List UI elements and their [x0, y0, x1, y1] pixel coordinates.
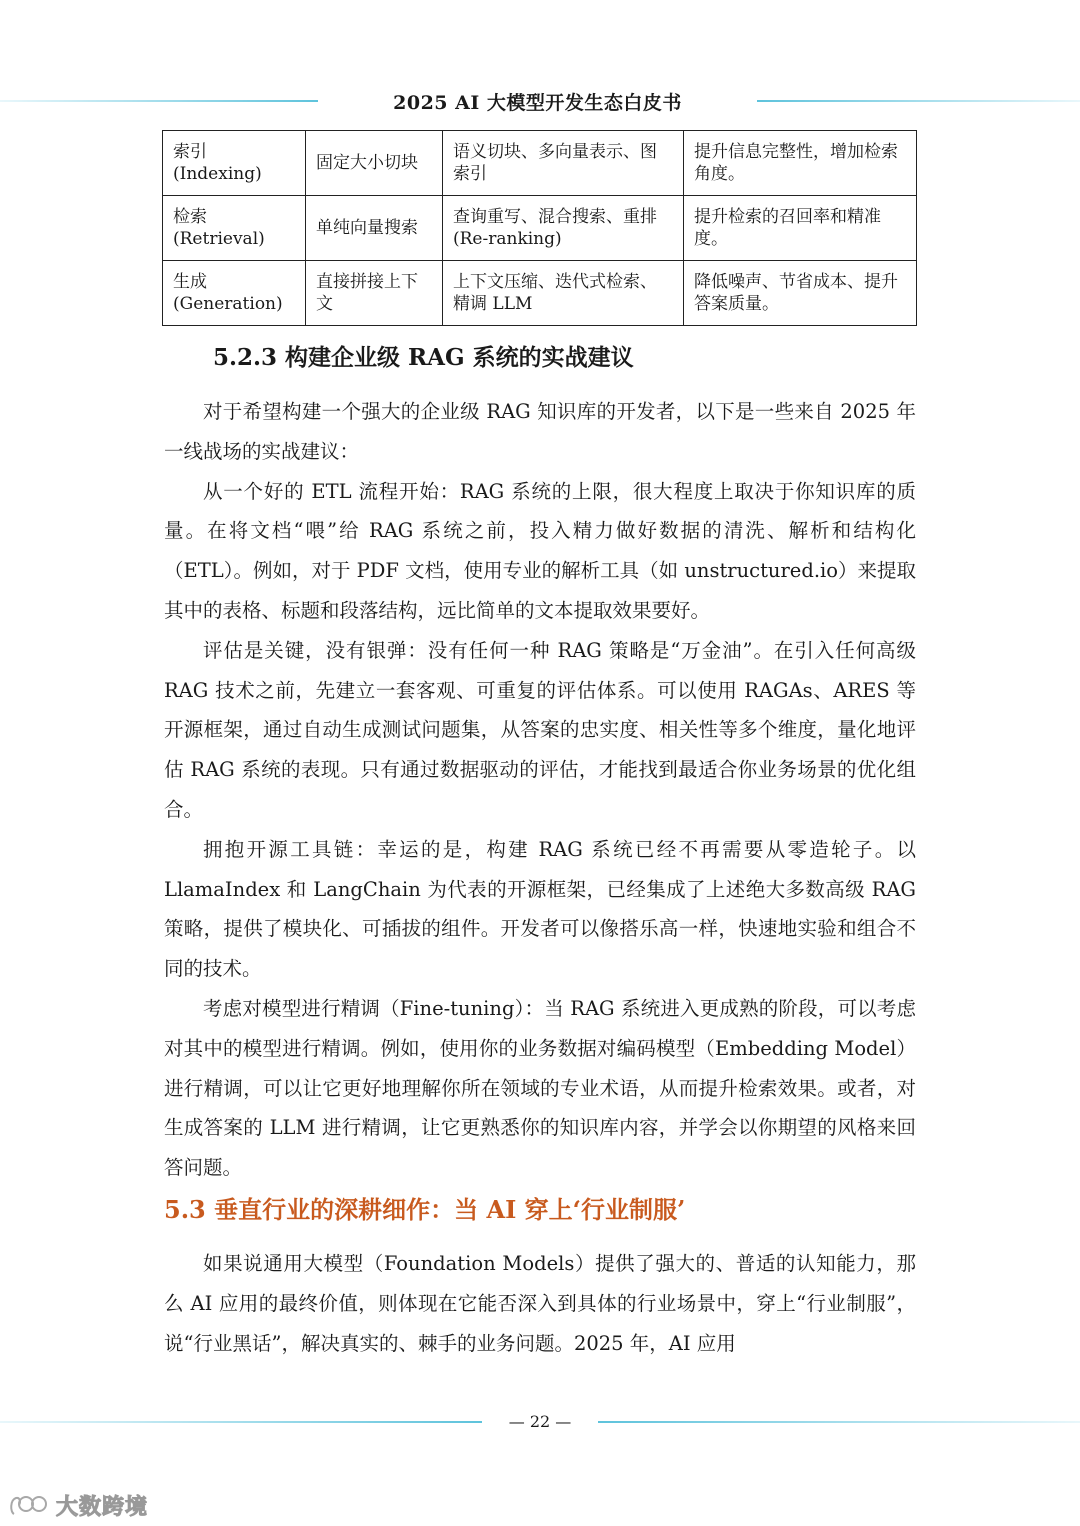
table-row — [163, 261, 917, 326]
section-heading-5-3: 5.3 垂直行业的深耕细作：当 AI 穿上‘行业制服’ — [164, 1195, 686, 1224]
header-rule-left — [0, 100, 318, 102]
table-cell-stage: 生成 (Generation) — [163, 261, 306, 326]
page-number: — 22 — — [508, 1412, 572, 1431]
table-cell-effect: 提升检索的召回率和精准度。 — [684, 196, 917, 261]
watermark-text: 大数跨境 — [56, 1494, 149, 1520]
watermark — [8, 1488, 148, 1522]
section-5-2-3-body — [164, 392, 916, 1188]
table-row — [163, 196, 917, 261]
section-5-3-body — [164, 1244, 916, 1363]
section-heading-5-2-3: 5.2.3 构建企业级 RAG 系统的实战建议 — [213, 344, 634, 371]
page-header-title: 2025 AI 大模型开发生态白皮书 — [393, 92, 682, 114]
header-rule-right — [757, 100, 1080, 102]
table-cell-basic: 单纯向量搜索 — [306, 196, 443, 261]
footer-rule-left — [0, 1421, 482, 1423]
table-cell-effect: 提升信息完整性，增加检索角度。 — [684, 131, 917, 196]
table-cell-advanced: 语义切块、多向量表示、图索引 — [443, 131, 684, 196]
watermark-logo-icon — [8, 1490, 50, 1520]
table-cell-advanced: 上下文压缩、迭代式检索、精调 LLM — [443, 261, 684, 326]
rag-comparison-table — [162, 130, 917, 326]
table-cell-advanced: 查询重写、混合搜索、重排 (Re-ranking) — [443, 196, 684, 261]
paragraph: 拥抱开源工具链：幸运的是，构建 RAG 系统已经不再需要从零造轮子。以 LlamaIndex 和 LangChain 为代表的开源框架，已经集成了上述绝大多数高级 RAG 策略，提供了模块化、可插拔的组件。开发者可以像搭乐高一样，快速地实验和组合不同的技术。 — [164, 837, 916, 981]
footer-rule-right — [598, 1421, 1080, 1423]
paragraph: 对于希望构建一个强大的企业级 RAG 知识库的开发者，以下是一些来自 2025 年一线战场的实战建议： — [164, 400, 916, 463]
table-cell-basic: 直接拼接上下文 — [306, 261, 443, 326]
paragraph: 评估是关键，没有银弹：没有任何一种 RAG 策略是“万金油”。在引入任何高级 RAG 技术之前，先建立一套客观、可重复的评估体系。可以使用 RAGAs、ARES 等开源框架，通过自动生成测试问题集，从答案的忠实度、相关性等多个维度，量化地评估 RAG 系统的表现。只有通过数据驱动的评估，才能找到最适合你业务场景的优化组合。 — [164, 638, 916, 821]
paragraph: 从一个好的 ETL 流程开始：RAG 系统的上限，很大程度上取决于你知识库的质量。在将文档“喂”给 RAG 系统之前，投入精力做好数据的清洗、解析和结构化（ETL）。例如，对于 PDF 文档，使用专业的解析工具（如 unstructured.io）来提取其中的表格、标题和段落结构，远比简单的文本提取效果要好。 — [164, 479, 916, 622]
table-cell-basic: 固定大小切块 — [306, 131, 443, 196]
table-cell-stage: 检索 (Retrieval) — [163, 196, 306, 261]
table-cell-effect: 降低噪声、节省成本、提升答案质量。 — [684, 261, 917, 326]
paragraph: 如果说通用大模型（Foundation Models）提供了强大的、普适的认知能力，那么 AI 应用的最终价值，则体现在它能否深入到具体的行业场景中，穿上“行业制服”，说“行业黑话”，解决真实的、棘手的业务问题。2025 年，AI 应用 — [164, 1252, 916, 1355]
table-row — [163, 131, 917, 196]
table-cell-stage: 索引 (Indexing) — [163, 131, 306, 196]
paragraph: 考虑对模型进行精调（Fine-tuning）：当 RAG 系统进入更成熟的阶段，可以考虑对其中的模型进行精调。例如，使用你的业务数据对编码模型（Embedding Model）进行精调，可以让它更好地理解你所在领域的专业术语，从而提升检索效果。或者，对生成答案的 LLM 进行精调，让它更熟悉你的知识库内容，并学会以你期望的风格来回答问题。 — [164, 996, 916, 1180]
